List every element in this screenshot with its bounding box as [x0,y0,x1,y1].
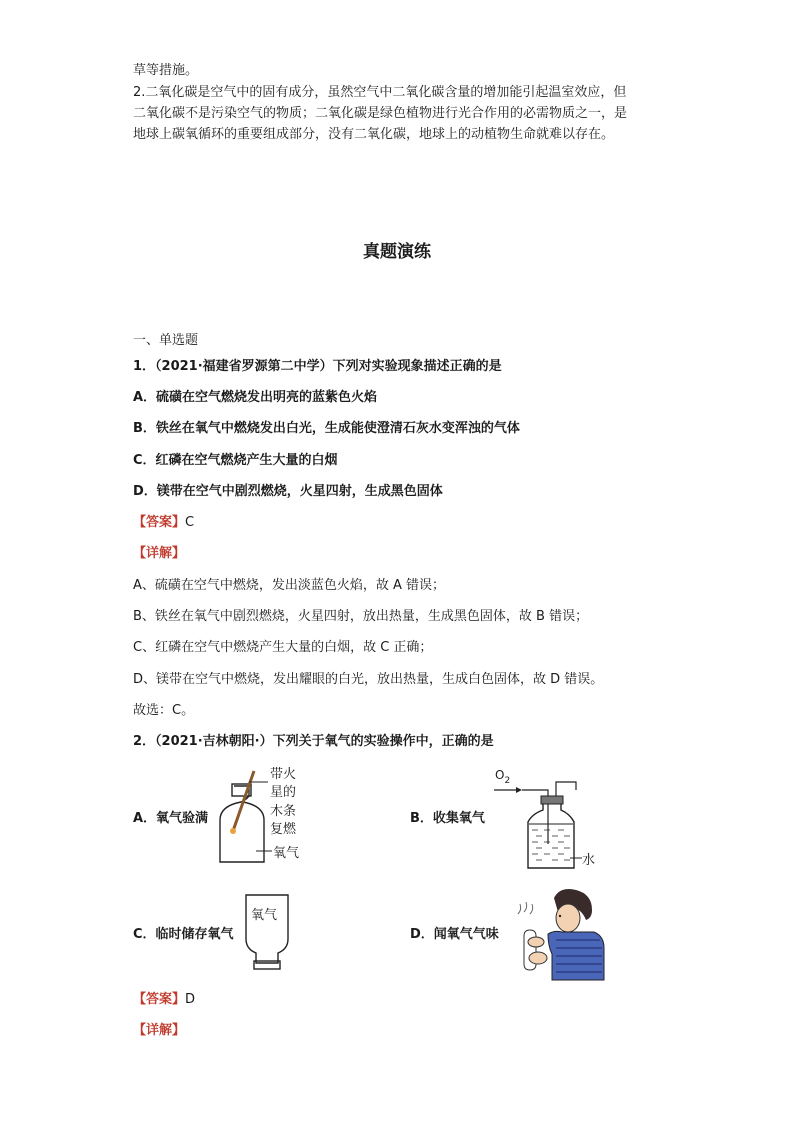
fig-a-label-4: 复燃 [270,822,297,837]
svg-text:O2 [495,768,510,786]
figure-b-collect-oxygen [492,766,602,874]
intro-line-4: 地球上碳氧循环的重要组成部分，没有二氧化碳，地球上的动植物生命就难以存在。 [133,127,615,142]
q2-option-b: B．收集氧气 [410,811,485,826]
intro-line-2: 2.二氧化碳是空气中的固有成分，虽然空气中二氧化碳含量的增加能引起温室效应，但 [133,85,627,100]
q2-answer [133,990,195,1010]
q2-detail-tag: 【详解】 [133,1023,186,1038]
fig-a-label-3: 木条 [270,804,297,819]
q1-detail-tag: 【详解】 [133,546,186,561]
q1-conclusion: 故选：C。 [133,703,195,718]
q1-detail-c: C、红磷在空气中燃烧产生大量的白烟，故 C 正确； [133,640,433,655]
answer-value: D [185,992,196,1007]
q1-option-c: C．红磷在空气燃烧产生大量的白烟 [133,453,338,468]
q1-option-d: D．镁带在空气中剧烈燃烧，火星四射，生成黑色固体 [133,484,443,499]
fig-c-label: 氧气 [251,908,278,923]
fig-b-water-label: 水 [582,853,596,868]
q2-stem: 2．（2021·吉林朝阳·）下列关于氧气的实验操作中，正确的是 [133,734,494,749]
answer-value: C [185,515,195,530]
answer-tag: 【答案】 [133,515,186,530]
q2-option-c: C．临时储存氧气 [133,927,234,942]
section-title: 真题演练 [363,242,431,262]
answer-tag: 【答案】 [133,992,186,1007]
fig-a-label-1: 带火 [270,767,297,782]
figure-a-oxygen-test [216,764,316,868]
q1-stem: 1．（2021·福建省罗源第二中学）下列对实验现象描述正确的是 [133,359,502,374]
q1-detail-b: B、铁丝在氧气中剧烈燃烧，火星四射，放出热量，生成黑色固体，故 B 错误； [133,609,589,624]
q1-detail-a: A、硫磺在空气中燃烧，发出淡蓝色火焰，故 A 错误； [133,578,446,593]
fig-a-label-5: 氧气 [273,846,300,861]
figure-d-smell-icon [508,884,608,984]
intro-line-3: 二氧化碳不是污染空气的物质；二氧化碳是绿色植物进行光合作用的必需物质之一，是 [133,106,628,121]
category-heading: 一、单选题 [133,333,199,348]
fig-a-label-2: 星的 [270,785,297,800]
q1-detail-d: D、镁带在空气中燃烧，发出耀眼的白光，放出热量，生成白色固体，故 D 错误。 [133,672,604,687]
q2-option-d: D．闻氧气气味 [410,927,499,942]
figure-c-store-oxygen [242,893,292,973]
intro-line-1: 草等措施。 [133,63,199,78]
q2-option-a: A．氧气验满 [133,811,209,826]
q1-option-b: B．铁丝在氧气中燃烧发出白光，生成能使澄清石灰水变浑浊的气体 [133,421,520,436]
q1-answer [133,513,194,533]
fig-b-gas: O [495,768,505,782]
fig-b-subscript: 2 [504,776,511,786]
q1-option-a: A．硫磺在空气燃烧发出明亮的蓝紫色火焰 [133,390,378,405]
